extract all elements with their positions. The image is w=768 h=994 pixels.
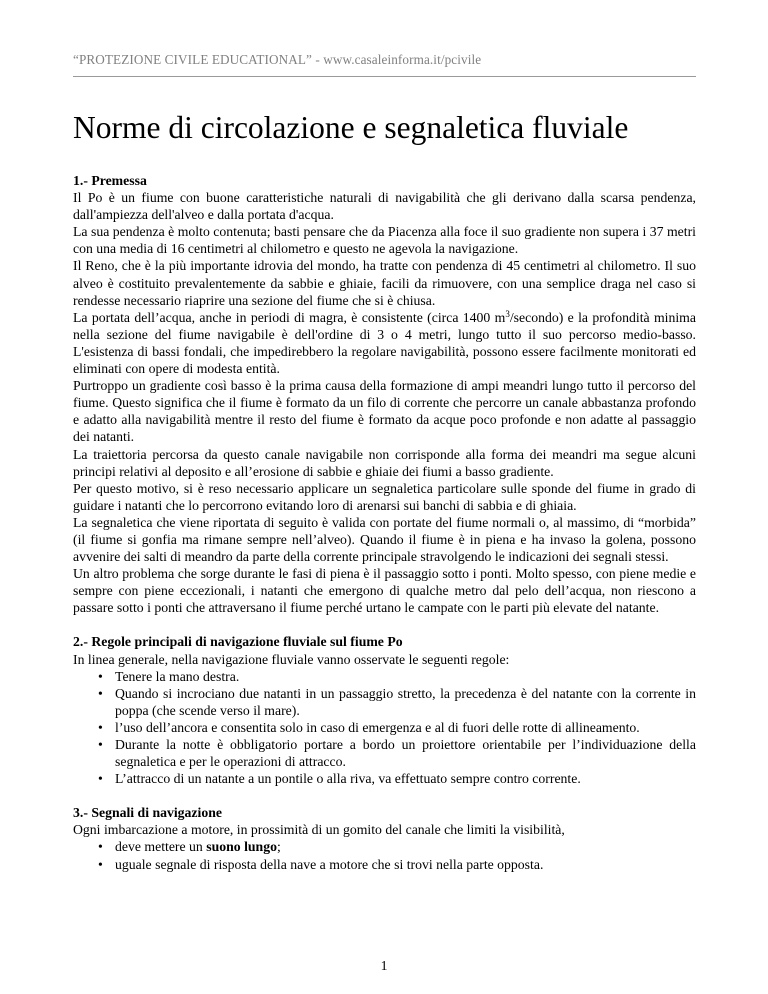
header-divider: [73, 76, 696, 77]
paragraph: La traiettoria percorsa da questo canale navigabile non corrisponde alla forma dei meandri ma segue alcuni principi relativi al deposito e all’erosione di sabbie e ghiaie dei fiumi a basso gradiente.: [73, 446, 696, 479]
bullet-icon: •: [98, 856, 103, 872]
section-heading-regole: 2.- Regole principali di navigazione fluviale sul fiume Po: [73, 634, 403, 650]
bullet-icon: •: [98, 668, 103, 684]
section-spacer: [73, 616, 696, 633]
list-item-text: Quando si incrociano due natanti in un passaggio stretto, la precedenza è del natante con la corrente in poppa (che scende verso il mare).: [115, 685, 696, 718]
superscript: 3: [505, 308, 510, 319]
signals-list: [73, 838, 696, 872]
paragraph: Un altro problema che sorge durante le fasi di piena è il passaggio sotto i ponti. Molto spesso, con piene medie e sempre con piene eccezionali, i natanti che emergono di qualche metro dal pelo dell’acqua, non riescono a passare sotto i ponti che attraversano il fiume perché urtano le campate con le parti più elevate del natante.: [73, 566, 696, 616]
paragraph: In linea generale, nella navigazione fluviale vanno osservate le seguenti regole:: [73, 651, 510, 667]
paragraph-text: La portata dell’acqua, anche in periodi di magra, è consistente (circa 1400 m: [73, 309, 506, 325]
list-item: [73, 856, 696, 873]
document-title: Norme di circolazione e segnaletica fluviale: [73, 110, 629, 145]
bullet-icon: •: [98, 719, 103, 735]
bullet-icon: •: [98, 685, 103, 701]
document-body: [73, 172, 696, 873]
emphasis-text: suono lungo: [206, 839, 277, 855]
paragraph: [73, 309, 696, 377]
list-item-text: L’attracco di un natante a un pontile o alla riva, va effettuato sempre contro corrente.: [115, 771, 581, 787]
list-item: [73, 685, 696, 719]
section-heading-premessa: 1.- Premessa: [73, 173, 147, 188]
section-heading-segnali: 3.- Segnali di navigazione: [73, 805, 222, 821]
list-item: [73, 838, 696, 855]
list-item: [73, 668, 696, 685]
paragraph: Il Po è un fiume con buone caratteristiche naturali di navigabilità che gli derivano dalla scarsa pendenza, dall'ampiezza dell'alveo e dalla portata d'acqua.: [73, 190, 696, 223]
paragraph: La segnaletica che viene riportata di seguito è valida con portate del fiume normali o, al massimo, di “morbida” (il fiume si gonfia ma rimane sempre nell’alveo). Quando il fiume è in piena e ha invaso la golena, possono avvenire dei salti di meandro da parte della corrente principale stravolgendo le indicazioni dei segnali stessi.: [73, 514, 696, 565]
paragraph: La sua pendenza è molto contenuta; basti pensare che da Piacenza alla foce il suo gradiente non supera i 37 metri con una media di 16 centimetri al chilometro e questo ne agevola la navigazione.: [73, 224, 696, 257]
paragraph: Ogni imbarcazione a motore, in prossimità di un gomito del canale che limiti la visibilità,: [73, 822, 565, 838]
list-item-text: l’uso dell’ancora e consentita solo in caso di emergenza e al di fuori delle rotte di allineamento.: [115, 719, 640, 735]
list-item: [73, 770, 696, 787]
paragraph: Per questo motivo, si è reso necessario applicare un segnaletica particolare sulle sponde del fiume in grado di guidare i natanti che lo percorrono evitando loro di arenarsi sui banchi di sabbia e di ghiaia.: [73, 480, 696, 513]
list-item-text: deve mettere un: [115, 839, 207, 855]
page-number: 1: [380, 958, 388, 973]
rules-list: [73, 668, 696, 788]
list-item-text: uguale segnale di risposta della nave a motore che si trovi nella parte opposta.: [115, 856, 544, 872]
list-item: [73, 719, 696, 736]
paragraph-text: /secondo) e la profondità minima nella sezione del fiume navigabile è dell'ordine di 3 o 4 metri, lungo tutto il suo percorso medio-basso. L'esistenza di bassi fondali, che impedirebbero la regolare navigabilità, possono essere facilmente monitorati ed eliminati con opere di modesta entità.: [73, 309, 696, 377]
list-item-text: ;: [276, 839, 281, 855]
paragraph: Il Reno, che è la più importante idrovia del mondo, ha tratte con pendenza di 45 centimetri al chilometro. Il suo alveo è costituito prevalentemente da sabbie e ghiaie, facili da rimuovere, con una semplice draga nel caso si rendesse necessario riaprire una sezione del fiume che si è chiusa.: [73, 258, 696, 308]
list-item: [73, 736, 696, 770]
bullet-icon: •: [98, 737, 103, 752]
list-item-text: Durante la notte è obbligatorio portare a bordo un proiettore orientabile per l’individuazione della segnaletica e per le operazioni di attracco.: [115, 737, 696, 770]
section-spacer: [73, 787, 696, 804]
list-item-text: Tenere la mano destra.: [115, 668, 240, 684]
bullet-icon: •: [98, 771, 103, 787]
paragraph: Purtroppo un gradiente così basso è la prima causa della formazione di ampi meandri lungo tutto il percorso del fiume. Questo significa che il fiume è formato da un filo di corrente che percorre un canale abbastanza profondo e adatto alla navigabilità mentre il resto del fiume è formato da acque poco profonde e non adatte al passaggio dei natanti.: [73, 378, 696, 445]
page-header: “PROTEZIONE CIVILE EDUCATIONAL” - www.casaleinforma.it/pcivile: [73, 52, 482, 67]
bullet-icon: •: [98, 839, 103, 855]
